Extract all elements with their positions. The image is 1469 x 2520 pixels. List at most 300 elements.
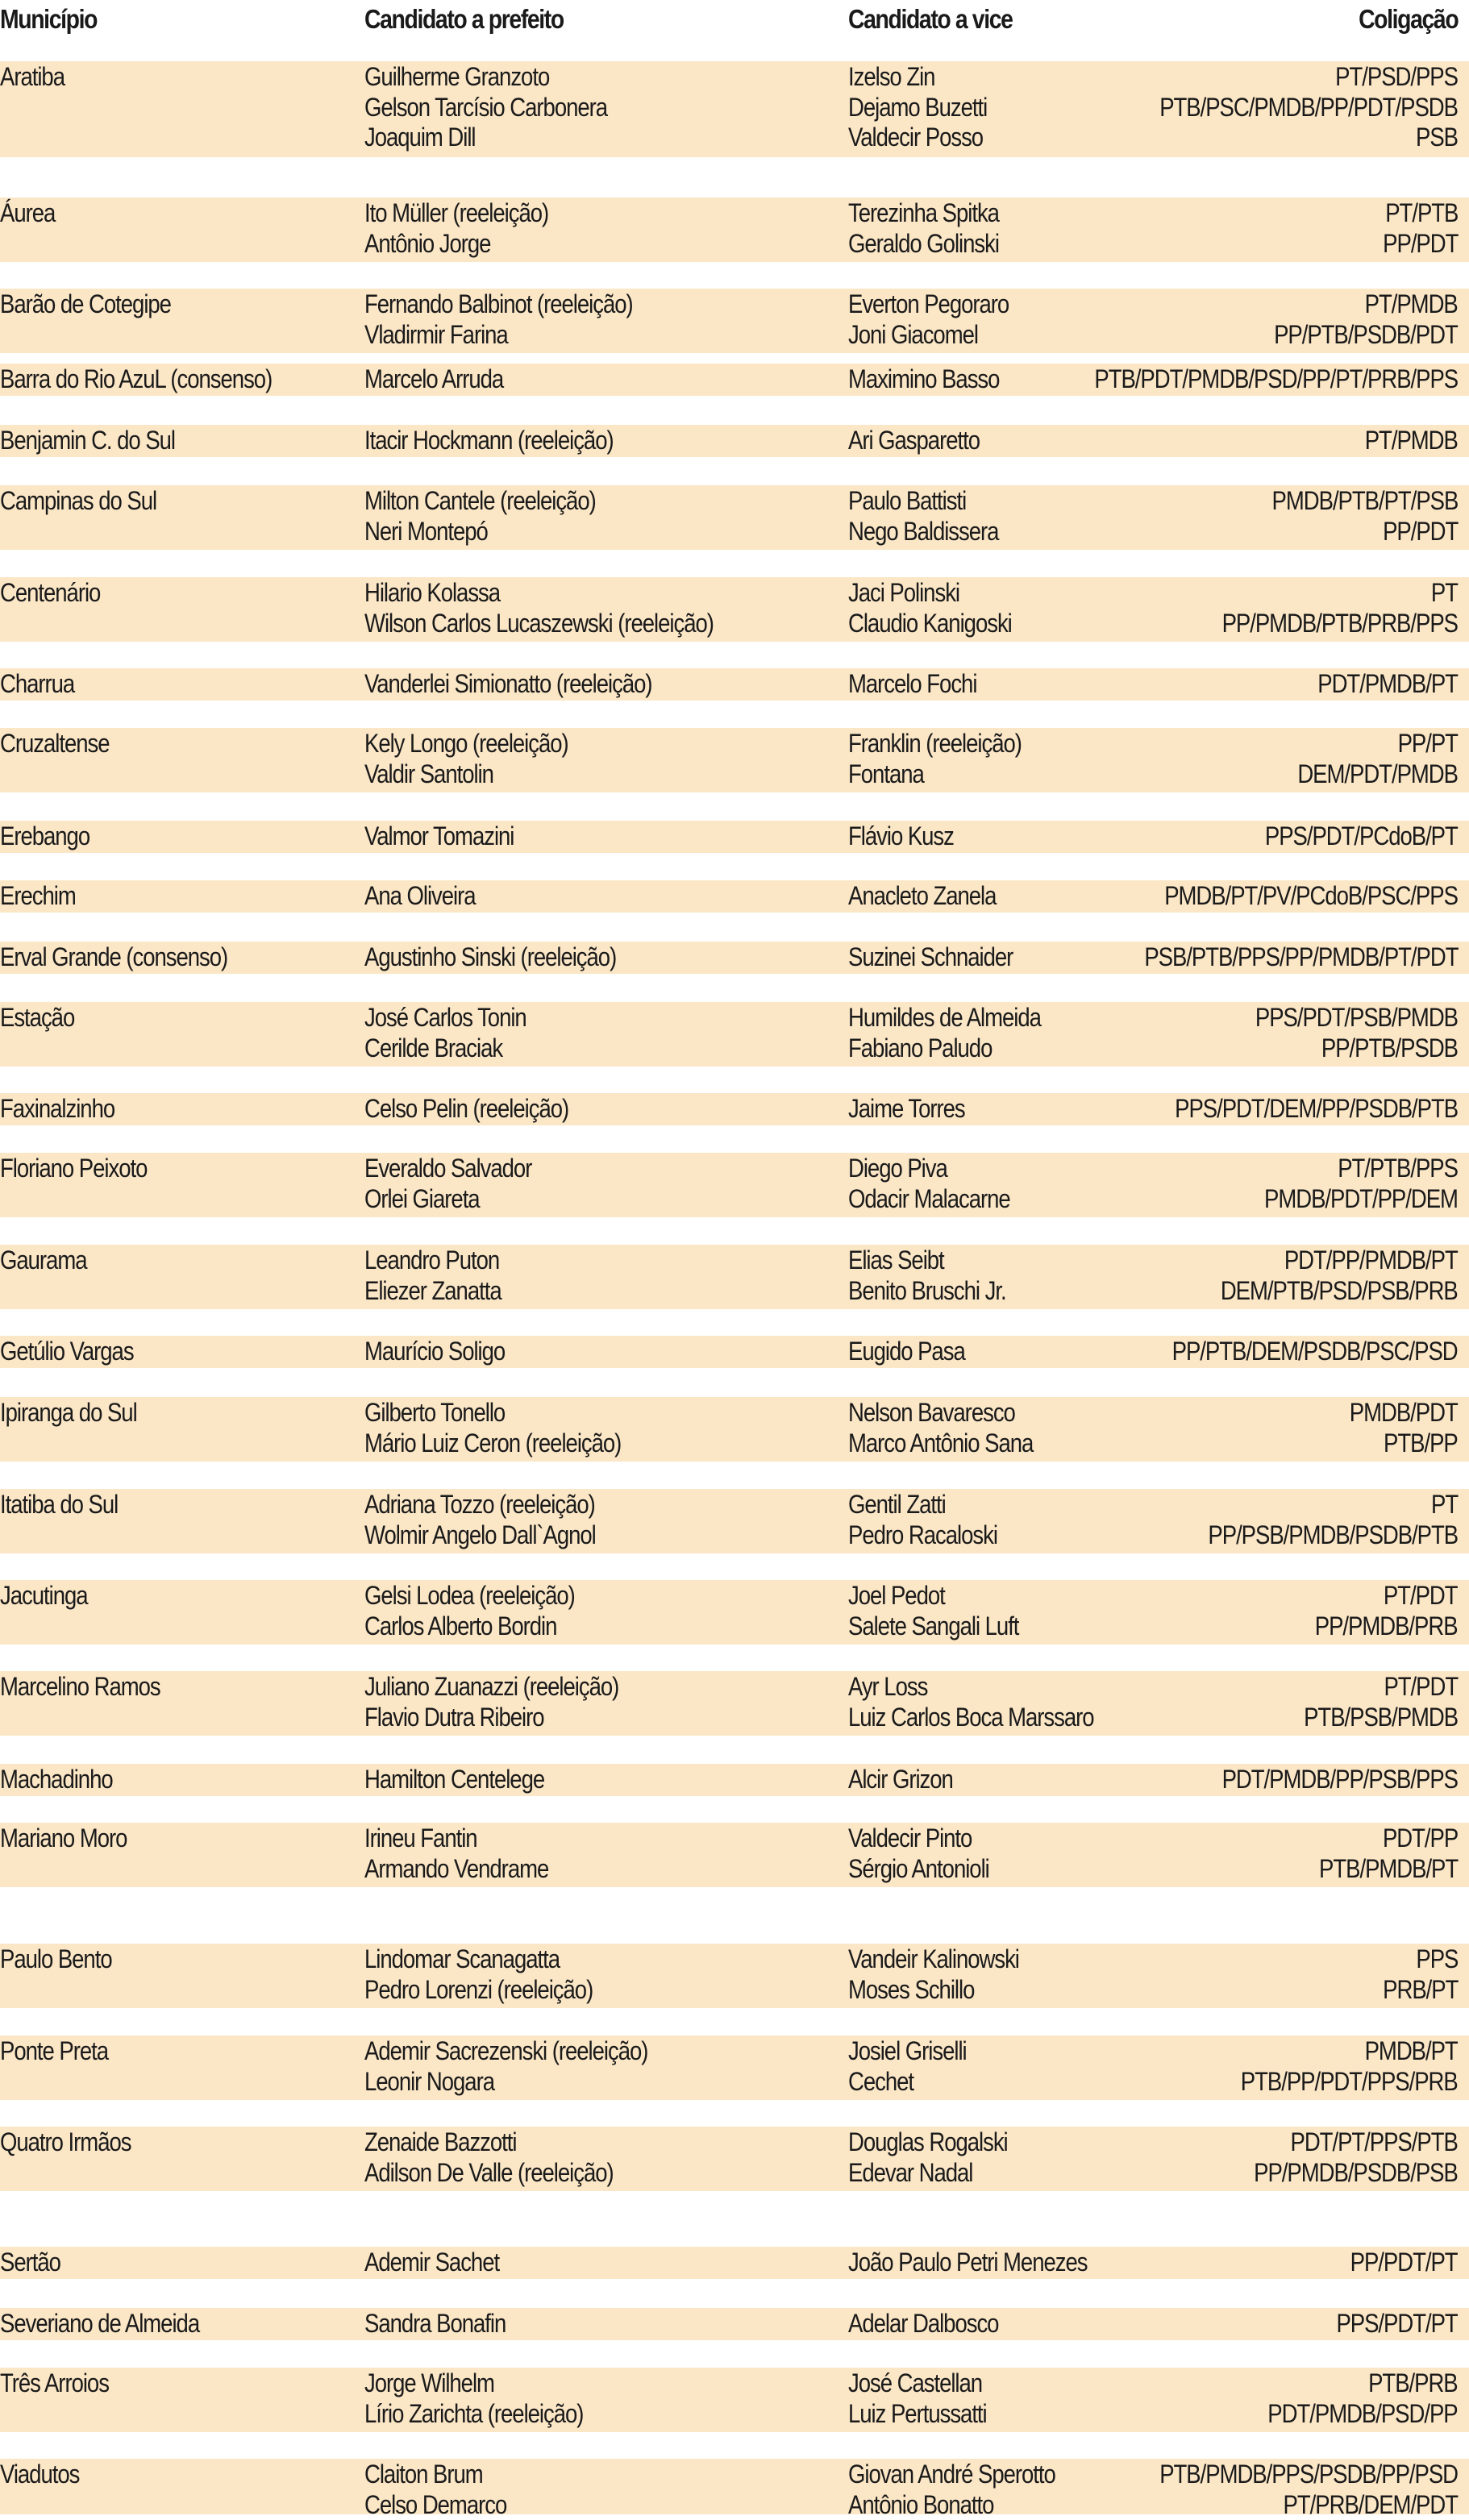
cell-prefeito (364, 1154, 531, 1214)
cell-vice (848, 1398, 1033, 1458)
table-row (0, 668, 1469, 701)
cell-municipio (0, 669, 74, 700)
coligacao-line: PP/PTB/PSDB (1255, 1033, 1458, 1064)
prefeito-line: Pedro Lorenzi (reeleição) (364, 1975, 593, 2006)
cell-municipio (0, 1003, 74, 1033)
cell-prefeito (364, 729, 568, 789)
vice-line: Giovan André Sperotto (848, 2460, 1055, 2490)
cell-vice (848, 1490, 997, 1550)
table-row (0, 1093, 1469, 1125)
vice-line: Suzinei Schnaider (848, 942, 1013, 973)
municipio-line: Viadutos (0, 2460, 79, 2490)
cell-coligacao (1297, 729, 1458, 789)
vice-line: Salete Sangali Luft (848, 1611, 1018, 1642)
prefeito-line: Hilario Kolassa (364, 578, 714, 609)
cell-municipio (0, 1581, 88, 1611)
vice-line: José Castellan (848, 2368, 987, 2399)
cell-vice (848, 1944, 1019, 2005)
municipio-line: Faxinalzinho (0, 1094, 114, 1125)
cell-municipio (0, 364, 272, 395)
cell-coligacao (1222, 578, 1458, 638)
coligacao-line: PT/PTB (1383, 198, 1458, 229)
municipio-line: Campinas do Sul (0, 486, 156, 517)
prefeito-line: Celso Demarco (364, 2490, 506, 2520)
municipio-line: Ipiranga do Sul (0, 1398, 137, 1428)
cell-municipio (0, 1245, 87, 1276)
vice-line: Maximino Basso (848, 364, 999, 395)
cell-coligacao (1317, 669, 1458, 700)
table-row (0, 2308, 1469, 2340)
cell-vice (848, 881, 996, 912)
coligacao-line: PTB/PMDB/PT (1319, 1854, 1458, 1885)
table-row (0, 2459, 1469, 2514)
table-row (0, 2368, 1469, 2432)
cell-coligacao (1144, 942, 1458, 973)
municipio-line: Três Arroios (0, 2368, 109, 2399)
cell-vice (848, 1337, 965, 1367)
table-row (0, 1002, 1469, 1067)
cell-vice (848, 729, 1022, 789)
prefeito-line: Armando Vendrame (364, 1854, 548, 1885)
municipio-line: Itatiba do Sul (0, 1490, 118, 1520)
cell-prefeito (364, 426, 614, 456)
prefeito-line: Valdir Santolin (364, 759, 568, 790)
cell-coligacao (1271, 486, 1458, 547)
prefeito-line: Milton Cantele (reeleição) (364, 486, 596, 517)
coligacao-line: PT/PRB/DEM/PDT (1159, 2490, 1458, 2520)
prefeito-line: Flavio Dutra Ribeiro (364, 1703, 618, 1733)
vice-line: Joel Pedot (848, 1581, 1018, 1611)
municipio-line: Marcelino Ramos (0, 1672, 160, 1703)
cell-vice (848, 1672, 1094, 1732)
municipio-line: Paulo Bento (0, 1944, 112, 1975)
coligacao-line: PMDB/PT (1241, 2036, 1458, 2067)
coligacao-line: PDT/PMDB/PP/PSB/PPS (1222, 1765, 1458, 1795)
coligacao-line: PPS (1383, 1944, 1458, 1975)
cell-vice (848, 2127, 1008, 2188)
cell-prefeito (364, 364, 503, 395)
prefeito-line: Ana Oliveira (364, 881, 476, 912)
coligacao-line: PDT/PMDB/PSD/PP (1268, 2399, 1458, 2430)
coligacao-line: PMDB/PT/PV/PCdoB/PSC/PPS (1164, 881, 1458, 912)
cell-prefeito (364, 2036, 647, 2097)
cell-coligacao (1172, 1337, 1458, 1367)
municipio-line: Erechim (0, 881, 76, 912)
prefeito-line: Irineu Fantin (364, 1823, 548, 1854)
prefeito-line: Juliano Zuanazzi (reeleição) (364, 1672, 618, 1703)
vice-line: Fabiano Paludo (848, 1033, 1041, 1064)
municipio-line: Charrua (0, 669, 74, 700)
municipio-line: Centenário (0, 578, 100, 609)
table-header (0, 0, 1469, 44)
cell-municipio (0, 881, 76, 912)
prefeito-line: Wilson Carlos Lucaszewski (reeleição) (364, 609, 714, 639)
cell-coligacao (1383, 1944, 1458, 2005)
cell-coligacao (1383, 198, 1458, 259)
cell-vice (848, 578, 1012, 638)
vice-line: Vandeir Kalinowski (848, 1944, 1019, 1975)
cell-prefeito (364, 1581, 575, 1641)
cell-prefeito (364, 1398, 621, 1458)
municipio-line: Benjamin C. do Sul (0, 426, 175, 456)
municipio-line: Áurea (0, 198, 55, 229)
cell-vice (848, 2460, 1055, 2520)
prefeito-line: Sandra Bonafin (364, 2309, 506, 2339)
table-row (0, 198, 1469, 262)
table-row (0, 289, 1469, 353)
vice-line: Claudio Kanigoski (848, 609, 1012, 639)
municipio-line: Erebango (0, 821, 89, 852)
cell-coligacao (1094, 364, 1458, 395)
cell-vice (848, 198, 999, 259)
coligacao-line: PTB/PMDB/PPS/PSDB/PP/PSD (1159, 2460, 1458, 2490)
coligacao-line: PPS/PDT/DEM/PP/PSDB/PTB (1175, 1094, 1458, 1125)
cell-prefeito (364, 62, 607, 153)
cell-prefeito (364, 1337, 505, 1367)
table-row (0, 1336, 1469, 1368)
municipio-line: Getúlio Vargas (0, 1337, 134, 1367)
cell-coligacao (1255, 1003, 1458, 1063)
cell-vice (848, 364, 999, 395)
prefeito-line: Everaldo Salvador (364, 1154, 531, 1184)
header-coligacao: Coligação (1359, 3, 1458, 35)
prefeito-line: Gelsi Lodea (reeleição) (364, 1581, 575, 1611)
municipio-line: Severiano de Almeida (0, 2309, 199, 2339)
municipio-line: Erval Grande (consenso) (0, 942, 227, 973)
table-row (0, 821, 1469, 853)
municipio-line: Estação (0, 1003, 74, 1033)
coligacao-line: PTB/PP/PDT/PPS/PRB (1241, 2067, 1458, 2098)
cell-prefeito (364, 2368, 583, 2429)
table-row (0, 1397, 1469, 1462)
vice-line: Douglas Rogalski (848, 2127, 1008, 2158)
vice-line: Sérgio Antonioli (848, 1854, 989, 1885)
prefeito-line: Marcelo Arruda (364, 364, 503, 395)
prefeito-line: Hamilton Centelege (364, 1765, 544, 1795)
prefeito-line: Ademir Sacrezenski (reeleição) (364, 2036, 647, 2067)
cell-coligacao (1241, 2036, 1458, 2097)
municipio-line: Mariano Moro (0, 1823, 127, 1854)
vice-line: Geraldo Golinski (848, 229, 999, 260)
coligacao-line: PP/PDT (1271, 517, 1458, 547)
coligacao-line: PP/PTB/DEM/PSDB/PSC/PSD (1172, 1337, 1458, 1367)
vice-line: Izelso Zin (848, 62, 987, 93)
cell-coligacao (1164, 881, 1458, 912)
coligacao-line: PDT/PT/PPS/PTB (1254, 2127, 1458, 2158)
cell-municipio (0, 2127, 131, 2158)
cell-municipio (0, 821, 89, 852)
table-row (0, 1944, 1469, 2008)
coligacao-line: PT/PTB/PPS (1264, 1154, 1458, 1184)
coligacao-line: PDT/PP (1319, 1823, 1458, 1854)
coligacao-line: DEM/PDT/PMDB (1297, 759, 1458, 790)
cell-municipio (0, 1765, 113, 1795)
vice-line: Anacleto Zanela (848, 881, 996, 912)
cell-prefeito (364, 942, 616, 973)
cell-municipio (0, 198, 55, 229)
prefeito-line: Itacir Hockmann (reeleição) (364, 426, 614, 456)
prefeito-line: Claiton Brum (364, 2460, 506, 2490)
prefeito-line: Valmor Tomazini (364, 821, 514, 852)
cell-prefeito (364, 1672, 618, 1732)
municipio-line: Aratiba (0, 62, 65, 93)
cell-coligacao (1159, 62, 1458, 153)
header-prefeito: Candidato a prefeito (364, 3, 564, 35)
prefeito-line: Vanderlei Simionatto (reeleição) (364, 669, 652, 700)
vice-line: Nelson Bavaresco (848, 1398, 1033, 1428)
table-row (0, 425, 1469, 457)
cell-coligacao (1315, 1581, 1458, 1641)
table-row (0, 1764, 1469, 1796)
vice-line: Luiz Carlos Boca Marssaro (848, 1703, 1094, 1733)
prefeito-line: Carlos Alberto Bordin (364, 1611, 575, 1642)
cell-coligacao (1268, 2368, 1458, 2429)
coligacao-line: PT/PSD/PPS (1159, 62, 1458, 93)
cell-prefeito (364, 1490, 596, 1550)
cell-municipio (0, 2368, 109, 2399)
vice-line: Flávio Kusz (848, 821, 954, 852)
municipio-line: Quatro Irmãos (0, 2127, 131, 2158)
cell-municipio (0, 1944, 112, 1975)
prefeito-line: Gelson Tarcísio Carbonera (364, 93, 607, 123)
cell-coligacao (1159, 2460, 1458, 2520)
cell-prefeito (364, 1245, 501, 1306)
vice-line: Terezinha Spitka (848, 198, 999, 229)
cell-prefeito (364, 881, 476, 912)
vice-line: Elias Seibt (848, 1245, 1006, 1276)
prefeito-line: José Carlos Tonin (364, 1003, 526, 1033)
cell-vice (848, 942, 1013, 973)
cell-coligacao (1350, 1398, 1458, 1458)
prefeito-line: Ito Müller (reeleição) (364, 198, 548, 229)
vice-line: Pedro Racaloski (848, 1520, 997, 1551)
prefeito-line: Neri Montepó (364, 517, 596, 547)
cell-municipio (0, 1154, 147, 1184)
municipio-line: Cruzaltense (0, 729, 110, 759)
cell-vice (848, 2309, 998, 2339)
vice-line: Alcir Grizon (848, 1765, 953, 1795)
municipio-line: Jacutinga (0, 1581, 88, 1611)
vice-line: Valdecir Posso (848, 123, 987, 153)
prefeito-line: Jorge Wilhelm (364, 2368, 583, 2399)
cell-municipio (0, 1094, 114, 1125)
vice-line: Nego Baldissera (848, 517, 998, 547)
coligacao-line: PP/PDT (1383, 229, 1458, 260)
coligacao-line: PTB/PSB/PMDB (1304, 1703, 1458, 1733)
coligacao-line: PT (1208, 1490, 1458, 1520)
coligacao-line: PPS/PDT/PCdoB/PT (1265, 821, 1458, 852)
coligacao-line: PMDB/PDT (1350, 1398, 1458, 1428)
cell-municipio (0, 729, 110, 759)
vice-line: Jaci Polinski (848, 578, 1012, 609)
cell-coligacao (1350, 2248, 1458, 2278)
cell-prefeito (364, 1944, 593, 2005)
prefeito-line: Leonir Nogara (364, 2067, 647, 2098)
prefeito-line: Adilson De Valle (reeleição) (364, 2158, 614, 2189)
cell-vice (848, 1245, 1006, 1306)
prefeito-line: Vladirmir Farina (364, 320, 633, 351)
cell-prefeito (364, 669, 652, 700)
cell-vice (848, 62, 987, 153)
vice-line: Benito Bruschi Jr. (848, 1276, 1006, 1307)
prefeito-line: Joaquim Dill (364, 123, 607, 153)
cell-municipio (0, 486, 156, 517)
table-row (0, 2247, 1469, 2279)
vice-line: Josiel Griselli (848, 2036, 967, 2067)
prefeito-line: Lindomar Scanagatta (364, 1944, 593, 1975)
table-row (0, 880, 1469, 913)
cell-municipio (0, 1337, 134, 1367)
cell-coligacao (1274, 289, 1458, 350)
prefeito-line: Orlei Giareta (364, 1184, 531, 1215)
vice-line: Joni Giacomel (848, 320, 1009, 351)
municipio-line: Sertão (0, 2248, 60, 2278)
municipio-line: Floriano Peixoto (0, 1154, 147, 1184)
coligacao-line: PT/PMDB (1274, 289, 1458, 320)
coligacao-line: PTB/PP (1350, 1428, 1458, 1459)
cell-municipio (0, 1823, 127, 1854)
coligacao-line: PT/PDT (1315, 1581, 1458, 1611)
table-row (0, 1823, 1469, 1887)
table-row (0, 364, 1469, 396)
cell-coligacao (1319, 1823, 1458, 1884)
cell-prefeito (364, 821, 514, 852)
coligacao-line: PT/PMDB (1365, 426, 1458, 456)
cell-prefeito (364, 578, 714, 638)
coligacao-line: PP/PMDB/PRB (1315, 1611, 1458, 1642)
coligacao-line: PSB/PTB/PPS/PP/PMDB/PT/PDT (1144, 942, 1458, 973)
cell-coligacao (1264, 1154, 1458, 1214)
cell-prefeito (364, 486, 596, 547)
cell-coligacao (1222, 1765, 1458, 1795)
vice-line: Gentil Zatti (848, 1490, 997, 1520)
cell-municipio (0, 426, 175, 456)
coligacao-line: PMDB/PTB/PT/PSB (1271, 486, 1458, 517)
vice-line: Edevar Nadal (848, 2158, 1008, 2189)
cell-municipio (0, 289, 171, 320)
vice-line: Paulo Battisti (848, 486, 998, 517)
coligacao-line: PPS/PDT/PSB/PMDB (1255, 1003, 1458, 1033)
coligacao-line: PMDB/PDT/PP/DEM (1264, 1184, 1458, 1215)
municipio-line: Barão de Cotegipe (0, 289, 171, 320)
vice-line: Eugido Pasa (848, 1337, 965, 1367)
vice-line: Luiz Pertussatti (848, 2399, 987, 2430)
prefeito-line: Maurício Soligo (364, 1337, 505, 1367)
prefeito-line: Cerilde Braciak (364, 1033, 526, 1064)
prefeito-line: Fernando Balbinot (reeleição) (364, 289, 633, 320)
cell-municipio (0, 2309, 199, 2339)
cell-vice (848, 2368, 987, 2429)
prefeito-line: Agustinho Sinski (reeleição) (364, 942, 616, 973)
cell-prefeito (364, 1765, 544, 1795)
cell-vice (848, 486, 998, 547)
cell-coligacao (1365, 426, 1458, 456)
cell-vice (848, 1154, 1010, 1214)
cell-prefeito (364, 289, 633, 350)
municipio-line: Machadinho (0, 1765, 113, 1795)
coligacao-line: PSB (1159, 123, 1458, 153)
coligacao-line: PDT/PP/PMDB/PT (1221, 1245, 1458, 1276)
cell-prefeito (364, 1094, 568, 1125)
cell-coligacao (1337, 2309, 1458, 2339)
cell-coligacao (1304, 1672, 1458, 1732)
vice-line: Everton Pegoraro (848, 289, 1009, 320)
table-row (0, 1153, 1469, 1217)
cell-vice (848, 1823, 989, 1884)
vice-line: João Paulo Petri Menezes (848, 2248, 1087, 2278)
cell-municipio (0, 62, 65, 93)
cell-municipio (0, 1398, 137, 1428)
vice-line: Marcelo Fochi (848, 669, 976, 700)
cell-vice (848, 289, 1009, 350)
prefeito-line: Antônio Jorge (364, 229, 548, 260)
cell-coligacao (1254, 2127, 1458, 2188)
cell-vice (848, 821, 954, 852)
cell-prefeito (364, 198, 548, 259)
prefeito-line: Kely Longo (reeleição) (364, 729, 568, 759)
cell-prefeito (364, 2460, 506, 2520)
coligacao-line: PPS/PDT/PT (1337, 2309, 1458, 2339)
table-row (0, 577, 1469, 642)
table-row (0, 1245, 1469, 1309)
vice-line: Antônio Bonatto (848, 2490, 1055, 2520)
prefeito-line: Gilberto Tonello (364, 1398, 621, 1428)
vice-line: Diego Piva (848, 1154, 1010, 1184)
vice-line: Adelar Dalbosco (848, 2309, 998, 2339)
table-row (0, 1671, 1469, 1736)
vice-line: Ayr Loss (848, 1672, 1094, 1703)
table-row (0, 728, 1469, 792)
cell-vice (848, 2036, 967, 2097)
coligacao-line: PP/PMDB/PSDB/PSB (1254, 2158, 1458, 2189)
cell-municipio (0, 1672, 160, 1703)
prefeito-line: Leandro Puton (364, 1245, 501, 1276)
coligacao-line: PTB/PDT/PMDB/PSD/PP/PT/PRB/PPS (1094, 364, 1458, 395)
cell-municipio (0, 2248, 60, 2278)
cell-prefeito (364, 2127, 614, 2188)
coligacao-line: PP/PT (1297, 729, 1458, 759)
prefeito-line: Guilherme Granzoto (364, 62, 607, 93)
coligacao-line: PP/PMDB/PTB/PRB/PPS (1222, 609, 1458, 639)
vice-line: Cechet (848, 2067, 967, 2098)
cell-municipio (0, 942, 227, 973)
table-row (0, 2127, 1469, 2191)
cell-prefeito (364, 2309, 506, 2339)
coligacao-line: PP/PDT/PT (1350, 2248, 1458, 2278)
prefeito-line: Celso Pelin (reeleição) (364, 1094, 568, 1125)
cell-prefeito (364, 1823, 548, 1884)
prefeito-line: Mário Luiz Ceron (reeleição) (364, 1428, 621, 1459)
vice-line: Franklin (reeleição) (848, 729, 1022, 759)
coligacao-line: PP/PTB/PSDB/PDT (1274, 320, 1458, 351)
cell-vice (848, 1094, 965, 1125)
cell-coligacao (1221, 1245, 1458, 1306)
coligacao-line: PDT/PMDB/PT (1317, 669, 1458, 700)
vice-line: Fontana (848, 759, 1022, 790)
table-row (0, 61, 1469, 157)
municipio-line: Gaurama (0, 1245, 87, 1276)
coligacao-line: PP/PSB/PMDB/PSDB/PTB (1208, 1520, 1458, 1551)
vice-line: Ari Gasparetto (848, 426, 980, 456)
vice-line: Dejamo Buzetti (848, 93, 987, 123)
coligacao-line: PTB/PSC/PMDB/PP/PDT/PSDB (1159, 93, 1458, 123)
cell-vice (848, 426, 980, 456)
vice-line: Moses Schillo (848, 1975, 1019, 2006)
vice-line: Humildes de Almeida (848, 1003, 1041, 1033)
table-row (0, 942, 1469, 974)
prefeito-line: Lírio Zarichta (reeleição) (364, 2399, 583, 2430)
vice-line: Valdecir Pinto (848, 1823, 989, 1854)
